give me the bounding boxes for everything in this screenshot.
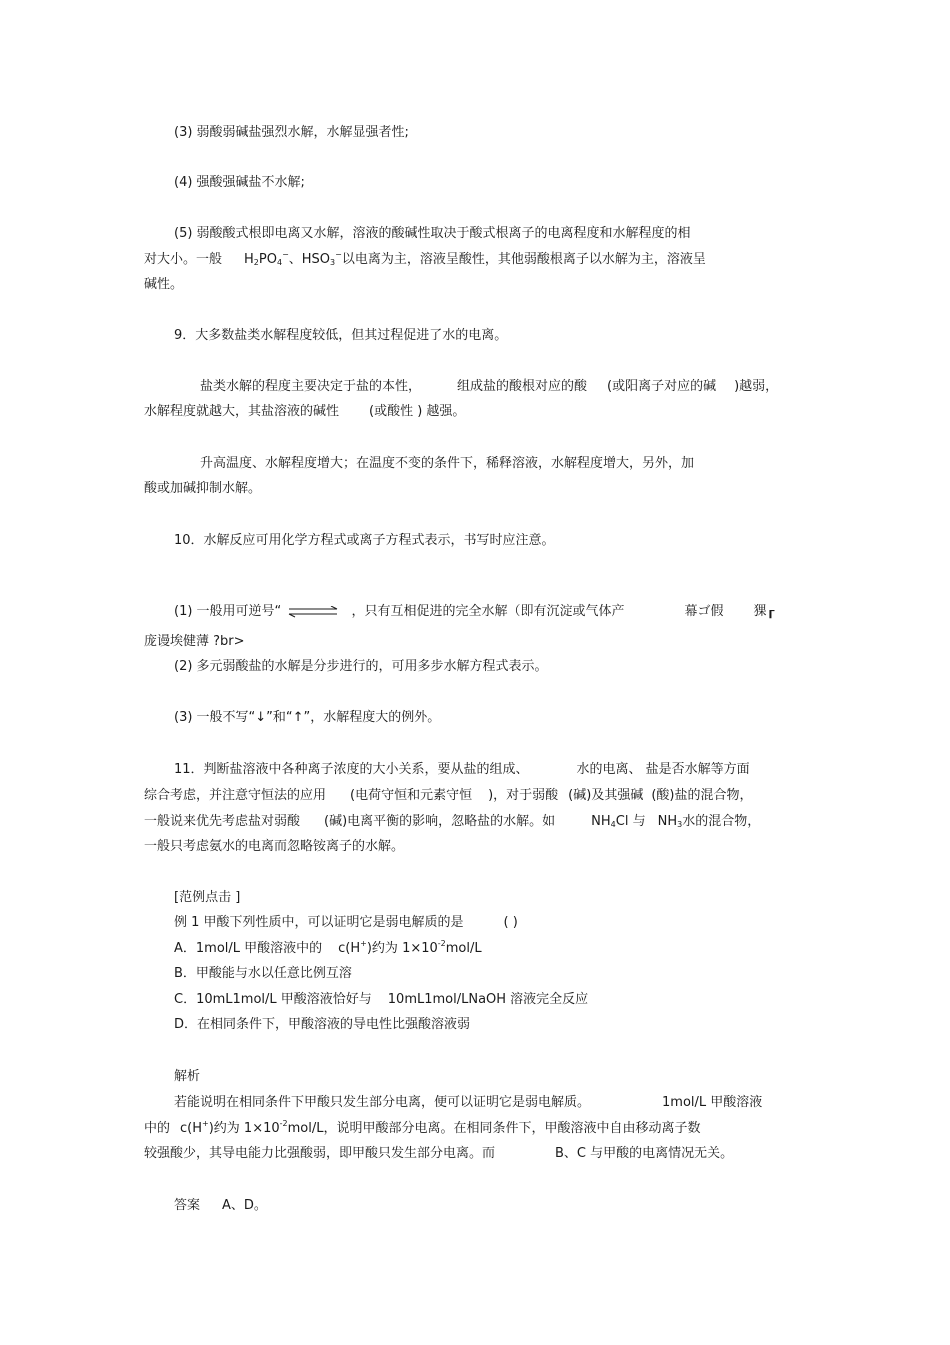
analysis-line-1: 若能说明在相同条件下甲酸只发生部分电离，便可以证明它是弱电解质。 1mol/L 甲酸溶液 (174, 1095, 763, 1110)
text: 以电离为主，溶液呈酸性，其他弱酸根离子以水解为主，溶液呈 (341, 252, 706, 267)
formula-hso3: 、$HSO_3^-$ (288, 250, 342, 267)
option-b: B．甲酸能与水以任意比例互溶 (174, 966, 352, 981)
item-10-line-1: (1) 一般用可逆号“ ，只有互相促进的完全水解（即有沉淀或气体产 幕ゴ假 猓┎ (174, 604, 775, 619)
formula-h2po4: $H_2PO_4^-$ (244, 250, 289, 267)
answer (174, 1197, 267, 1215)
item-10-line-garbled: 庞谩埃健薄 ?br> (144, 634, 245, 649)
item-9-line-3: 水解程度就越大，其盐溶液的碱性 (或酸性 ) 越强。 (144, 404, 466, 419)
item-11-line-1: 11．判断盐溶液中各种离子浓度的大小关系，要从盐的组成、 水的电离、 盐是否水解等方面 (174, 762, 750, 777)
item-10-line-2: (2) 多元弱酸盐的水解是分步进行的，可用多步水解方程式表示。 (174, 659, 548, 674)
item-9-heading: 9．大多数盐类水解程度较低，但其过程促进了水的电离。 (174, 328, 508, 343)
option-c: C．10mL1mol/L 甲酸溶液恰好与 10mL1mol/LNaOH 溶液完全反应 (174, 992, 589, 1007)
item-10-line-3: (3) 一般不写“↓”和“↑”，水解程度大的例外。 (174, 710, 441, 725)
reversible-arrow-icon (287, 606, 339, 618)
answer-value: A、D。 (222, 1198, 267, 1213)
option-d: D．在相同条件下，甲酸溶液的导电性比强酸溶液弱 (174, 1017, 471, 1032)
item-9-line-2: 盐类水解的程度主要决定于盐的本性， 组成盐的酸根对应的酸 (或阳离子对应的碱 )越弱， (200, 379, 779, 394)
analysis-title: 解析 (174, 1069, 201, 1084)
item-11-line-2: 综合考虑，并注意守恒法的应用 (电荷守恒和元素守恒 )，对于弱酸 (碱)及其强碱 (酸)盐的混合物， (144, 788, 753, 803)
paragraph-5-line-1: (5) 弱酸酸式根即电离又水解，溶液的酸碱性取决于酸式根离子的电离程度和水解程度的相 (174, 226, 691, 241)
analysis-line-2: 中的 c(H+)约为 $1\times 10^{-2}mol/L$，说明甲酸部分电离。在相同条件下，甲酸溶液中自由移动离子数 (144, 1119, 701, 1136)
example-question: 例 1 甲酸下列性质中，可以证明它是弱电解质的是 ( ) (174, 915, 518, 930)
item-9-line-4: 升高温度、水解程度增大；在温度不变的条件下，稀释溶液，水解程度增大，另外，加 (200, 456, 695, 471)
example-header: [范例点击 ] (174, 890, 241, 905)
item-9-line-5: 酸或加碱抑制水解。 (144, 481, 262, 496)
paragraph-5-line-3: 碱性。 (144, 277, 184, 292)
text: 对大小。一般 (144, 252, 223, 267)
analysis-line-3: 较强酸少，其导电能力比强酸弱，即甲酸只发生部分电离。而 B、C 与甲酸的电离情况无关。 (144, 1146, 734, 1161)
item-11-line-4: 一般只考虑氨水的电离而忽略铵离子的水解。 (144, 839, 405, 854)
paragraph-4: (4) 强酸强碱盐不水解; (174, 175, 305, 190)
option-a: A．1mol/L 甲酸溶液中的 c(H+)约为 $1\times 10^{-2}mol/L$ (174, 939, 482, 956)
item-10-heading: 10．水解反应可用化学方程式或离子方程式表示，书写时应注意。 (174, 533, 555, 548)
paragraph-5-line-2 (144, 251, 706, 269)
paragraph-3: (3) 弱酸弱碱盐强烈水解，水解显强者性; (174, 125, 409, 140)
answer-label: 答案 (174, 1198, 201, 1213)
item-11-line-3: 一般说来优先考虑盐对弱酸 (碱)电离平衡的影响，忽略盐的水解。如 $NH_4Cl$ 与 $NH_3$水的混合物， (144, 814, 761, 829)
